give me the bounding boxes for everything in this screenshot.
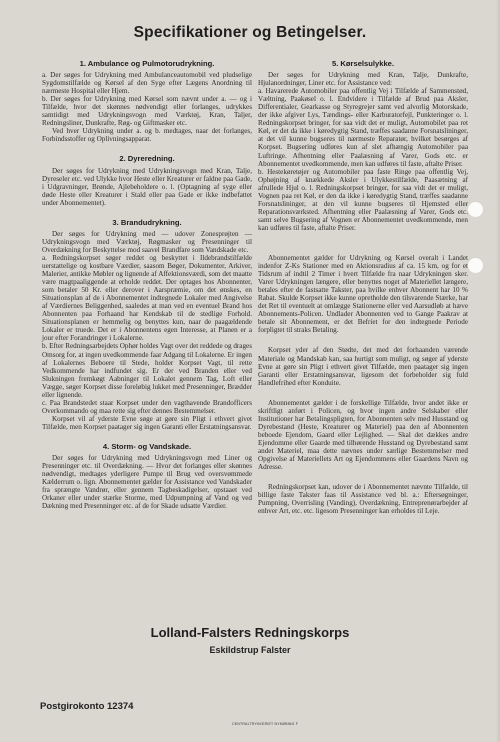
company-name: Lolland-Falsters Redningskorps (150, 625, 350, 640)
company-location: Eskildstrup Falster (209, 645, 291, 655)
giro-account: Postgirokonto 12374 (40, 701, 134, 712)
koersel-clause-a: a. Havarerede Automobiler paa offentlig Vej i Tilfælde af Sammenstød, Væltning, Paakøsel o. l. Endvidere i Tilfælde af Brud paa Aksler, Differentialer, Gearkasse og Styregrejer samt ved alvorlig Motorskade, der ikke afgiver Lys, Tændings- eller Karburatorfejl, Punkteringer o. l. Redningskorpset bringer, for saa vidt det er muligt, Automobilet paa ret Køl, er det da ikke i køredygtig Stand, træffes saadanne Forsnatslininger, at det vil kunne bugseres til nærmeste Reparatør, hvilket besørges af Korpset. Bugsering udføres kun af slet afhængig Automobiler paa Luftringe. Afhentning eller Paalæsning af Varer, Gods etc. er Abonnementet uvedkommende, men kan udføres til faste, aftalte Priser. (258, 87, 468, 168)
storm-text: Der søges for Udrykning med Udrykningsvogn med Liner og Presenninger etc. til Overdækning. — Hvor det forlanges eller skønnes nødvendigt, medtages yderligere Pumpe til Brug ved oversvømmede Kælderrum o. lign. Abonnementet gælder for Assistance ved Vandskader fra sprængte Vandrør, eller gennem Tagbeskadigelser, opstaaet ved Orkaner eller under stærke Storme, med Udpumpning af Vand og ved Dækning med Presenninger etc. af de for Skade udsatte Værdier. (42, 454, 252, 511)
koersel-intro: Der søges for Udrykning med Kran, Talje, Dunkrafte, Hjulanordninger, Liner etc. for Assistance ved: (258, 71, 468, 88)
printer-imprint: CENTRALTRYKKERIET NYKØBING F (232, 722, 299, 726)
ambulance-clause-b: b. Der søges for Udrykning med Kørsel som nævnt under a. — og i Tilfælde, hvor det skønnes nødvendigt eller forlanges, udrykkes samtidigt med Udrykningsvogn med Værktøj, Kran, Taljer, Redningsliner, Dunkrafte, Røg- og Giftmasker etc. (42, 95, 252, 128)
page-edge (496, 0, 500, 742)
brand-clause-c: c. Paa Brandstedet staar Korpset under den vagthavende Brandofficers Overkommando og maa rette sig efter dennes Bestemmelser. (42, 398, 252, 415)
extra-services-text: Redningskorpset kan, udover de i Abonnementet nævnte Tilfælde, til billige faste Takster faas til Assistance ved bl. a.: Eftersøgninger, Pumpning, Overrisling (Vanding), Overdækning, Entreprenørarbejder af enhver Art, etc. etc. ligesom Presenninger kan erholdes til Leje. (258, 483, 468, 516)
punch-hole-icon (468, 258, 483, 273)
punch-hole-icon (468, 202, 483, 217)
korpset-liability-text: Korpset yder af den Stødte, det med det forhaanden værende Materiale og Mandskab kan, saa hurtigt som muligt, og søger af yderste Evne at gøre sin Pligt i ethvert givet Tilfælde, men paatager sig ingen Garanti eller Erstatningsansvar, ligesom det forbeholder sig fuld Handlefrihed efter Konduite. (258, 346, 468, 387)
section-heading-brand: 3. Brandudrykning. (112, 217, 182, 227)
ambulance-note: Ved hver Udrykning under a. og b. medtages, naar det forlanges, Forbindsstoffer og Oplivningsapparat. (42, 127, 252, 144)
right-column (258, 60, 468, 515)
section-heading-ambulance: 1. Ambulance og Pulmotorudrykning. (79, 59, 215, 68)
koersel-clause-b: b. Hestekøretøjer og Automobiler paa faste Ringe paa offentlig Vej, Ophøjning af knækkede Aksler i Ulykkestilfælde, Paasætning af afrullede Hjul o. l. Redningskorpset bringer, for saa vidt det er muligt, Vognen paa ret Køl, er den da ikke i køredygtig Stand, træffes saadanne Forsnatslininger, at den vil kunne bugseres til Hjemsted eller Reparationsværksted. Afhentning eller Paalæsning af Varer, Gods etc. samt selve Bugsering af Vognen er Abonnementet uvedkommende, men kan udføres til faste, aftalte Priser. (258, 167, 468, 232)
left-column (42, 60, 252, 510)
section-heading-dyreredning: 2. Dyreredning. (119, 154, 175, 164)
ambulance-clause-a: a. Der søges for Udrykning med Ambulanceautomobil ved pludselige Sygdomstilfælde og Kørsel af den Syge efter Lægens Anordning til nærmeste Hospital eller Hjem. (42, 71, 252, 96)
abonnement-coverage-text: Abonnementet gælder for Udrykning og Kørsel overalt i Landet indenfor Z-Ks Stationer med en Aktionsradius af ca. 15 km, og for et Tidsrum af indtil 2 Timer i hvert Tilfælde fra naar Udrykningen sker. Varer Udrykningen længere, eller benyttes noget af Materiellet længere, betales efter de fastsatte Takster, paa hvilke enhver Abonnent har 10 % Rabat. Skulde Korpset ikke kunne opretholde den tilsvarende Stærke, har det Ret til eventuelt at omlægge Stationerne eller ved Aarsudløb at hæve Abonnements-Policen. Undlader Abonnenten ved to Gange Paakrav at betale sit Abonnement, er det Befriet for den indtegnede Periode forpligtet til straks Betaling. (258, 253, 468, 335)
brand-intro: Der søges for Udrykning med — udover Zonesprøjten — Udrykningsvogn med Værktøj, Røgmasker og Presenninger til Overdækning for Beskyttelse mod saavel Brandfare som Vandskade etc. (42, 229, 252, 254)
brand-clause-b: b. Efter Redningsarbejdets Ophør holdes Vagt over det reddede og drages Omsorg for, at ingen uvedkommende faar Adgang til Lokalerne. Er ingen af Lokalernes Beboere til Stede, holder Korpset Vagt, til rette Vedkommende har indfundet sig. Er der ved Branden eller ved Slukningen fremkøgt Aabninger til Lokalet gennem Tag, Loft eller Vægge, søger Korpset disse foreløbig lukket med Presenninger, Brædder eller lignende. (42, 342, 252, 399)
dyreredning-text: Der søges for Udrykning med Udrykningsvogn med Kran, Talje, Dyreseler etc. ved Ulykke hvor Heste eller Kreaturer er faldne paa Gade, i Udgravninger, Brønde, Ajlebeholdere o. l. (Optagning af syge eller døde Heste eller Kreaturer i Stald eller paa Gade er ikke indbefattet under Abonnementet). (42, 166, 252, 207)
abonnement-scope-text: Abonnementet gælder i de forskellige Tilfælde, hvor andet ikke er skriftligt anført i Policen, og hvor ingen andre Selskaber eller Institutioner har Betalingspligten, for Abonnenten selv med Husstand og Dyrebestand (Heste, Kreaturer og Materiel) paa den af Abonnenten beboede Ejendom, Gaard eller Lejlighed. — Skal det dækkes andre Ejendomme eller Gaarde med tilhørende Husstand og Dyrebestand samt andet Materiel, maa dette nævnes under særlige Bestemmelser med Opgivelse af Materiellets Art og Ejendommens eller Gaardens Navn og Adresse. (258, 398, 468, 472)
document-title: Specifikationer og Betingelser. (133, 24, 367, 41)
brand-note: Korpset vil af yderste Evne søge at gøre sin Pligt i ethvert givet Tilfælde, men Korpset paatager sig ingen Garanti eller Erstatningsansvar. (42, 414, 252, 431)
brand-clause-a: a. Redningskorpset søger reddet og beskyttet i Ildebrandstilfælde uerstattelige og kostbare Værdier, saasom Bøger, Dokumenter, Arkiver, Malerier, antikke Møbler og lignende af Affektionsværdi, som det maatte være magtpaaliggende at erholde reddet. Der optages hos Abonnenter, som betaler 50 Kr. eller derover i Aarspræmie, om det ønskes, en Situationsplan af de i Abonnementet indtegnede Lokaler med Angivelse af Værdiernes Beliggenhed, saaledes at man ved en eventuel Brand hos Abonnenten paa Forhaand har Kendskab til de stedlige Forhold. Situationsplanen er hemmelig og benyttes kun, naar de paagældende Lokaler er truede. Det er i Abonnentens egen Interesse, at Planen er a jour efter Forandringer i Lokalerne. (42, 253, 252, 343)
section-heading-koersel: 5. Kørselsulykke. (331, 59, 395, 68)
section-heading-storm: 4. Storm- og Vandskade. (102, 441, 192, 451)
